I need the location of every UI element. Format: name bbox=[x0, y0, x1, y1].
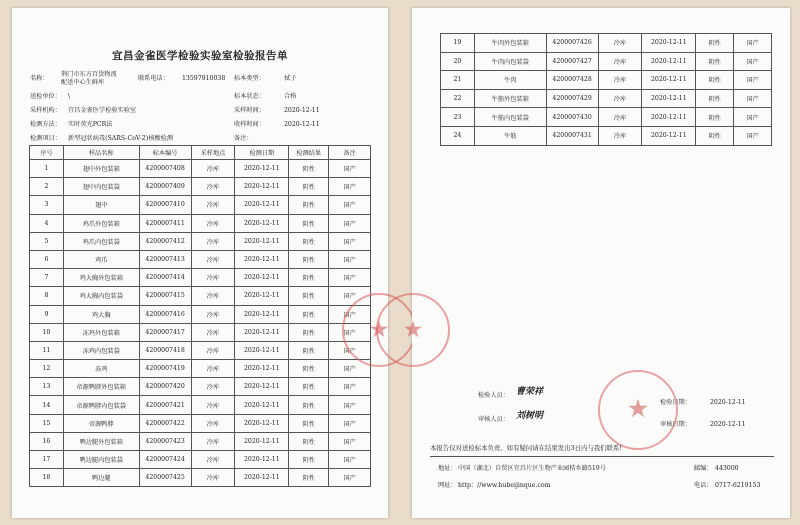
cell-result: 阴性 bbox=[289, 396, 329, 414]
cell-index: 8 bbox=[30, 287, 64, 305]
cell-location: 冷库 bbox=[191, 396, 235, 414]
cell-sample-name: 帝源鸭脖外包装箱 bbox=[63, 378, 139, 396]
cell-index: 2 bbox=[30, 178, 64, 196]
cell-location: 冷库 bbox=[191, 250, 235, 268]
table-row bbox=[30, 250, 371, 268]
table-row bbox=[30, 414, 371, 432]
receive-time-label: 收样时间： bbox=[234, 121, 265, 128]
cell-result: 阴性 bbox=[289, 214, 329, 232]
cell-location: 冷库 bbox=[191, 214, 235, 232]
cell-sample-id: 4200007418 bbox=[139, 341, 191, 359]
cell-sample-id: 4200007424 bbox=[139, 451, 191, 469]
cell-sample-name: 帝源鸭脖 bbox=[63, 414, 139, 432]
cell-remark: 国产 bbox=[329, 269, 371, 287]
cell-sample-name: 鸡大胸内包装袋 bbox=[63, 287, 139, 305]
collect-time-label: 采样时间： bbox=[234, 107, 265, 114]
cell-index: 3 bbox=[30, 196, 64, 214]
table-row bbox=[30, 214, 371, 232]
cell-sample-id: 4200007427 bbox=[546, 52, 598, 71]
cell-sample-name: 翅中内包装袋 bbox=[63, 178, 139, 196]
cell-sample-name: 鸭边腿内包装袋 bbox=[63, 451, 139, 469]
cell-sample-name: 鸡爪外包装箱 bbox=[63, 214, 139, 232]
tel-value: 0717-6219153 bbox=[715, 482, 761, 489]
website-label: 网址： bbox=[438, 482, 457, 489]
cell-remark: 国产 bbox=[329, 323, 371, 341]
cell-location: 冷库 bbox=[191, 469, 235, 487]
table-row bbox=[30, 287, 371, 305]
cell-remark: 国产 bbox=[329, 160, 371, 178]
cell-sample-name: 冻鸡内包装袋 bbox=[63, 341, 139, 359]
cell-result: 阴性 bbox=[289, 323, 329, 341]
name-line2: 配送中心生鲜库 bbox=[61, 79, 105, 86]
cell-sample-id: 4200007417 bbox=[139, 323, 191, 341]
cell-sample-id: 4200007425 bbox=[139, 469, 191, 487]
report-title: 宜昌金雀医学检验实验室检验报告单 bbox=[112, 50, 288, 62]
cell-location: 冷库 bbox=[191, 360, 235, 378]
postcode-value: 443000 bbox=[715, 465, 739, 472]
table-row bbox=[441, 71, 772, 90]
table-row bbox=[30, 378, 371, 396]
cell-index: 6 bbox=[30, 250, 64, 268]
cell-sample-id: 4200007410 bbox=[139, 196, 191, 214]
results-table bbox=[29, 145, 371, 487]
cell-location: 冷库 bbox=[191, 232, 235, 250]
cell-sample-id: 4200007411 bbox=[139, 214, 191, 232]
cell-result: 阴性 bbox=[289, 378, 329, 396]
receive-time-value: 2020-12-11 bbox=[284, 121, 320, 128]
cell-location: 冷库 bbox=[191, 341, 235, 359]
submit-unit-label: 送检单位： bbox=[30, 93, 61, 100]
phone-label: 联系电话： bbox=[138, 75, 169, 82]
inspect-date-value: 2020-12-11 bbox=[710, 399, 746, 406]
cell-result: 阴性 bbox=[696, 34, 734, 53]
cell-index: 21 bbox=[441, 71, 475, 90]
inspector-label: 检验人员： bbox=[478, 392, 509, 399]
table-row bbox=[30, 178, 371, 196]
cell-remark: 国产 bbox=[329, 287, 371, 305]
table-header-row bbox=[30, 146, 371, 160]
stamp-star-icon: ★ bbox=[404, 317, 422, 341]
cell-remark: 国产 bbox=[329, 360, 371, 378]
cell-location: 冷库 bbox=[191, 451, 235, 469]
cell-index: 4 bbox=[30, 214, 64, 232]
cell-sample-name: 牛筋 bbox=[474, 126, 546, 145]
reviewer-label: 审核人员： bbox=[478, 416, 509, 423]
cell-index: 1 bbox=[30, 160, 64, 178]
cell-remark: 国产 bbox=[329, 469, 371, 487]
cell-remark: 国产 bbox=[329, 341, 371, 359]
cell-location: 冷库 bbox=[191, 287, 235, 305]
cell-index: 12 bbox=[30, 360, 64, 378]
table-row bbox=[30, 469, 371, 487]
cell-index: 9 bbox=[30, 305, 64, 323]
cell-sample-name: 帝源鸭脖内包装袋 bbox=[63, 396, 139, 414]
cell-sample-id: 4200007409 bbox=[139, 178, 191, 196]
cell-remark: 国产 bbox=[734, 34, 772, 53]
cell-test-date: 2020-12-11 bbox=[235, 378, 289, 396]
name-label: 名称： bbox=[30, 75, 49, 82]
cell-test-date: 2020-12-11 bbox=[642, 89, 696, 108]
cell-sample-id: 4200007415 bbox=[139, 287, 191, 305]
cell-test-date: 2020-12-11 bbox=[235, 414, 289, 432]
cell-sample-id: 4200007414 bbox=[139, 269, 191, 287]
cell-location: 冷库 bbox=[191, 160, 235, 178]
cell-sample-id: 4200007422 bbox=[139, 414, 191, 432]
sample-state-value: 合格 bbox=[284, 93, 297, 100]
header-remark: 备注 bbox=[329, 146, 371, 160]
cell-test-date: 2020-12-11 bbox=[235, 451, 289, 469]
cell-index: 23 bbox=[441, 108, 475, 127]
cell-index: 19 bbox=[441, 34, 475, 53]
cell-remark: 国产 bbox=[329, 214, 371, 232]
cell-location: 冷库 bbox=[598, 34, 642, 53]
cell-sample-name: 鸡爪 bbox=[63, 250, 139, 268]
cell-test-date: 2020-12-11 bbox=[642, 126, 696, 145]
tel-label: 电话： bbox=[694, 482, 713, 489]
cell-sample-name: 鸡大胸 bbox=[63, 305, 139, 323]
cell-index: 22 bbox=[441, 89, 475, 108]
table-row bbox=[441, 89, 772, 108]
sample-state-label: 标本状态： bbox=[234, 93, 265, 100]
cell-sample-id: 4200007416 bbox=[139, 305, 191, 323]
cell-result: 阴性 bbox=[289, 469, 329, 487]
review-date-label: 审核日期： bbox=[660, 421, 691, 428]
cell-location: 冷库 bbox=[598, 126, 642, 145]
cell-test-date: 2020-12-11 bbox=[235, 287, 289, 305]
cell-index: 24 bbox=[441, 126, 475, 145]
cell-sample-name: 冻鸡 bbox=[63, 360, 139, 378]
cell-index: 20 bbox=[441, 52, 475, 71]
results-table-body bbox=[30, 160, 371, 487]
collect-time-value: 2020-12-11 bbox=[284, 107, 320, 114]
cell-sample-id: 4200007419 bbox=[139, 360, 191, 378]
cell-test-date: 2020-12-11 bbox=[235, 323, 289, 341]
cell-sample-name: 鸡大胸外包装箱 bbox=[63, 269, 139, 287]
cell-sample-id: 4200007431 bbox=[546, 126, 598, 145]
cell-test-date: 2020-12-11 bbox=[235, 396, 289, 414]
cell-remark: 国产 bbox=[734, 108, 772, 127]
cell-remark: 国产 bbox=[734, 126, 772, 145]
cell-result: 阴性 bbox=[289, 360, 329, 378]
cell-sample-name: 牛肉外包装箱 bbox=[474, 34, 546, 53]
inspect-date-label: 检验日期： bbox=[660, 399, 691, 406]
cell-sample-id: 4200007426 bbox=[546, 34, 598, 53]
cell-sample-id: 4200007429 bbox=[546, 89, 598, 108]
method-label: 检测方法： bbox=[30, 121, 61, 128]
cell-result: 阴性 bbox=[289, 414, 329, 432]
official-stamp-right bbox=[598, 370, 678, 450]
cell-test-date: 2020-12-11 bbox=[235, 160, 289, 178]
cell-sample-id: 4200007421 bbox=[139, 396, 191, 414]
cell-sample-name: 翅中外包装箱 bbox=[63, 160, 139, 178]
header-index: 序号 bbox=[30, 146, 64, 160]
cell-test-date: 2020-12-11 bbox=[235, 196, 289, 214]
results-table-continued-body bbox=[441, 34, 772, 146]
address-value: 中国（湖北）自贸区宜昌片区生物产业园桔乡路519号 bbox=[458, 465, 606, 472]
cell-index: 17 bbox=[30, 451, 64, 469]
cell-result: 阴性 bbox=[289, 196, 329, 214]
official-stamp-left-half bbox=[376, 293, 450, 367]
cell-result: 阴性 bbox=[696, 126, 734, 145]
table-row bbox=[441, 34, 772, 53]
table-row bbox=[30, 432, 371, 450]
cell-index: 5 bbox=[30, 232, 64, 250]
cell-sample-id: 4200007423 bbox=[139, 432, 191, 450]
report-page-1 bbox=[12, 8, 388, 518]
cell-test-date: 2020-12-11 bbox=[235, 360, 289, 378]
cell-location: 冷库 bbox=[598, 71, 642, 90]
table-row bbox=[30, 160, 371, 178]
cell-remark: 国产 bbox=[329, 378, 371, 396]
cell-result: 阴性 bbox=[696, 89, 734, 108]
table-row bbox=[441, 52, 772, 71]
cell-sample-name: 牛筋内包装袋 bbox=[474, 108, 546, 127]
cell-remark: 国产 bbox=[329, 250, 371, 268]
header-sample-name: 样品名称 bbox=[63, 146, 139, 160]
cell-sample-name: 牛肉内包装袋 bbox=[474, 52, 546, 71]
table-row bbox=[441, 108, 772, 127]
cell-location: 冷库 bbox=[598, 89, 642, 108]
cell-sample-name: 牛筋外包装箱 bbox=[474, 89, 546, 108]
review-date-value: 2020-12-11 bbox=[710, 421, 746, 428]
submit-unit-value: \ bbox=[68, 93, 71, 100]
cell-test-date: 2020-12-11 bbox=[235, 432, 289, 450]
cell-index: 15 bbox=[30, 414, 64, 432]
cell-remark: 国产 bbox=[329, 178, 371, 196]
cell-sample-name: 翅中 bbox=[63, 196, 139, 214]
cell-remark: 国产 bbox=[329, 451, 371, 469]
cell-sample-id: 4200007413 bbox=[139, 250, 191, 268]
cell-sample-id: 4200007412 bbox=[139, 232, 191, 250]
item-value: 新型冠状病毒(SARS-CoV-2)核酸检测 bbox=[68, 135, 174, 142]
report-notice: 本报告仅对送检标本负责。如有疑问请在结果发出3日内与我们联系! bbox=[430, 444, 622, 452]
cell-index: 7 bbox=[30, 269, 64, 287]
cell-remark: 国产 bbox=[329, 414, 371, 432]
cell-location: 冷库 bbox=[191, 378, 235, 396]
header-location: 采样地点 bbox=[191, 146, 235, 160]
cell-result: 阴性 bbox=[289, 341, 329, 359]
cell-result: 阴性 bbox=[696, 108, 734, 127]
collect-org-label: 采样机构： bbox=[30, 107, 61, 114]
remark-label: 备注： bbox=[234, 135, 253, 142]
cell-sample-name: 鸡爪内包装袋 bbox=[63, 232, 139, 250]
sample-type-value: 拭子 bbox=[284, 75, 297, 82]
table-row bbox=[30, 323, 371, 341]
cell-result: 阴性 bbox=[289, 432, 329, 450]
table-row bbox=[30, 451, 371, 469]
cell-sample-name: 冻鸡外包装箱 bbox=[63, 323, 139, 341]
cell-result: 阴性 bbox=[696, 71, 734, 90]
cell-test-date: 2020-12-11 bbox=[235, 469, 289, 487]
cell-result: 阴性 bbox=[289, 178, 329, 196]
stamp-star-icon: ★ bbox=[370, 317, 388, 341]
cell-result: 阴性 bbox=[289, 451, 329, 469]
inspector-signature: 曹荣祥 bbox=[516, 387, 544, 397]
cell-index: 18 bbox=[30, 469, 64, 487]
collect-org-value: 宜昌金雀医学检验实验室 bbox=[68, 107, 137, 114]
stamp-star-icon: ★ bbox=[628, 396, 648, 422]
cell-result: 阴性 bbox=[289, 250, 329, 268]
cell-sample-name: 鸭边腿外包装箱 bbox=[63, 432, 139, 450]
cell-location: 冷库 bbox=[191, 323, 235, 341]
cell-location: 冷库 bbox=[191, 432, 235, 450]
item-label: 检测项目： bbox=[30, 135, 61, 142]
cell-test-date: 2020-12-11 bbox=[642, 52, 696, 71]
cell-result: 阴性 bbox=[289, 232, 329, 250]
cell-index: 16 bbox=[30, 432, 64, 450]
results-table-continued bbox=[440, 33, 772, 146]
cell-remark: 国产 bbox=[329, 232, 371, 250]
header-test-date: 检测日期 bbox=[235, 146, 289, 160]
cell-remark: 国产 bbox=[734, 89, 772, 108]
header-sample-id: 标本编号 bbox=[139, 146, 191, 160]
name-line1: 荆门市东方百货物流 bbox=[61, 71, 117, 78]
cell-index: 11 bbox=[30, 341, 64, 359]
table-row bbox=[30, 269, 371, 287]
cell-test-date: 2020-12-11 bbox=[642, 108, 696, 127]
address-label: 地址： bbox=[438, 465, 457, 472]
table-row bbox=[441, 126, 772, 145]
table-row bbox=[30, 232, 371, 250]
cell-test-date: 2020-12-11 bbox=[235, 250, 289, 268]
cell-result: 阴性 bbox=[696, 52, 734, 71]
cell-remark: 国产 bbox=[734, 52, 772, 71]
cell-sample-id: 4200007428 bbox=[546, 71, 598, 90]
report-page-2 bbox=[404, 8, 790, 518]
cell-test-date: 2020-12-11 bbox=[235, 178, 289, 196]
cell-remark: 国产 bbox=[329, 305, 371, 323]
table-row bbox=[30, 396, 371, 414]
cell-sample-name: 牛肉 bbox=[474, 71, 546, 90]
cell-test-date: 2020-12-11 bbox=[235, 305, 289, 323]
sample-type-label: 标本类型： bbox=[234, 75, 265, 82]
cell-test-date: 2020-12-11 bbox=[642, 34, 696, 53]
cell-remark: 国产 bbox=[734, 71, 772, 90]
header-result: 检测结果 bbox=[289, 146, 329, 160]
cell-test-date: 2020-12-11 bbox=[235, 214, 289, 232]
cell-remark: 国产 bbox=[329, 396, 371, 414]
cell-sample-id: 4200007408 bbox=[139, 160, 191, 178]
table-row bbox=[30, 360, 371, 378]
cell-sample-id: 4200007420 bbox=[139, 378, 191, 396]
table-row bbox=[30, 305, 371, 323]
table-row bbox=[30, 341, 371, 359]
cell-index: 14 bbox=[30, 396, 64, 414]
cell-index: 13 bbox=[30, 378, 64, 396]
cell-location: 冷库 bbox=[191, 269, 235, 287]
cell-remark: 国产 bbox=[329, 196, 371, 214]
cell-index: 10 bbox=[30, 323, 64, 341]
cell-result: 阴性 bbox=[289, 287, 329, 305]
cell-location: 冷库 bbox=[191, 196, 235, 214]
cell-test-date: 2020-12-11 bbox=[642, 71, 696, 90]
website-value: http：//www.hubeijinque.com bbox=[458, 482, 551, 489]
table-row bbox=[30, 196, 371, 214]
postcode-label: 邮编： bbox=[694, 465, 713, 472]
cell-location: 冷库 bbox=[598, 52, 642, 71]
method-value: 实时荧光PCR法 bbox=[68, 121, 113, 128]
cell-location: 冷库 bbox=[191, 414, 235, 432]
cell-location: 冷库 bbox=[598, 108, 642, 127]
cell-test-date: 2020-12-11 bbox=[235, 269, 289, 287]
cell-result: 阴性 bbox=[289, 160, 329, 178]
reviewer-signature: 刘树明 bbox=[516, 411, 544, 421]
cell-test-date: 2020-12-11 bbox=[235, 232, 289, 250]
footer-divider bbox=[430, 456, 774, 457]
phone-value: 13597910038 bbox=[182, 75, 226, 82]
cell-result: 阴性 bbox=[289, 305, 329, 323]
cell-result: 阴性 bbox=[289, 269, 329, 287]
cell-sample-name: 鸭边腿 bbox=[63, 469, 139, 487]
cell-location: 冷库 bbox=[191, 178, 235, 196]
cell-sample-id: 4200007430 bbox=[546, 108, 598, 127]
cell-location: 冷库 bbox=[191, 305, 235, 323]
cell-test-date: 2020-12-11 bbox=[235, 341, 289, 359]
cell-remark: 国产 bbox=[329, 432, 371, 450]
